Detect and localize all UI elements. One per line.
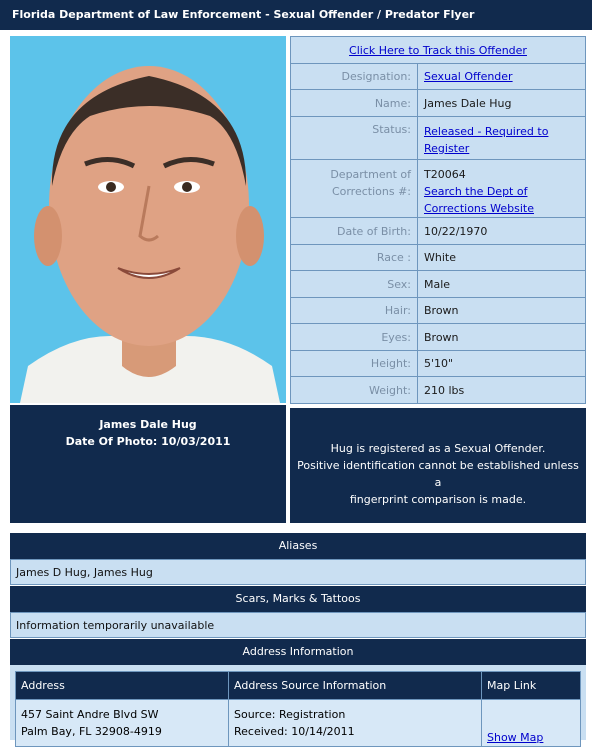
address-received: Received: 10/14/2011 <box>234 725 355 738</box>
identification-notice <box>290 408 586 523</box>
sex-label: Sex: <box>291 271 418 298</box>
doc-label: Department of Corrections #: <box>291 160 418 218</box>
designation-label: Designation: <box>291 64 418 90</box>
doc-number: T20064 <box>424 168 466 181</box>
notice-line-3: fingerprint comparison is made. <box>349 493 527 506</box>
weight-label: Weight: <box>291 377 418 404</box>
race-label: Race : <box>291 245 418 271</box>
scars-value: Information temporarily unavailable <box>10 612 586 638</box>
name-label: Name: <box>291 90 418 117</box>
offender-photo <box>10 36 286 403</box>
dob-value: 10/22/1970 <box>418 218 586 245</box>
aliases-value: James D Hug, James Hug <box>10 559 586 585</box>
map-cell <box>482 700 581 747</box>
caption-name: James Dale Hug <box>99 418 197 431</box>
eyes-value: Brown <box>418 324 586 351</box>
height-label: Height: <box>291 351 418 377</box>
scars-header: Scars, Marks & Tattoos <box>10 586 586 612</box>
address-cell <box>16 700 229 747</box>
name-value: James Dale Hug <box>418 90 586 117</box>
hair-value: Brown <box>418 298 586 324</box>
doc-search-link[interactable]: Search the Dept of Corrections Website <box>424 185 534 215</box>
sex-value: Male <box>418 271 586 298</box>
status-link[interactable]: Released - Required to Register <box>424 125 549 155</box>
weight-value: 210 lbs <box>418 377 586 404</box>
address-col-header: Address <box>16 672 229 700</box>
photo-caption <box>10 405 286 523</box>
table-row <box>16 700 581 747</box>
race-value: White <box>418 245 586 271</box>
page-header: Florida Department of Law Enforcement - Sexual Offender / Predator Flyer <box>0 0 592 30</box>
hair-label: Hair: <box>291 298 418 324</box>
source-col-header: Address Source Information <box>229 672 482 700</box>
designation-link[interactable]: Sexual Offender <box>424 70 513 83</box>
caption-date: Date Of Photo: 10/03/2011 <box>65 435 231 448</box>
show-map-link[interactable]: Show Map <box>487 731 544 744</box>
notice-line-1: Hug is registered as a Sexual Offender. <box>330 442 546 455</box>
address-section <box>10 665 586 744</box>
map-col-header: Map Link <box>482 672 581 700</box>
address-header: Address Information <box>10 639 586 665</box>
status-label: Status: <box>291 117 418 160</box>
eyes-label: Eyes: <box>291 324 418 351</box>
height-value: 5'10" <box>418 351 586 377</box>
source-cell <box>229 700 482 747</box>
notice-line-2: Positive identification cannot be established unless a <box>297 459 579 489</box>
address-street: 457 Saint Andre Blvd SW <box>21 708 159 721</box>
track-offender-link[interactable]: Click Here to Track this Offender <box>349 43 527 57</box>
aliases-header: Aliases <box>10 533 586 559</box>
dob-label: Date of Birth: <box>291 218 418 245</box>
address-source: Source: Registration <box>234 708 346 721</box>
address-table <box>15 671 581 747</box>
address-city: Palm Bay, FL 32908-4919 <box>21 725 162 738</box>
offender-details-table <box>290 36 586 404</box>
